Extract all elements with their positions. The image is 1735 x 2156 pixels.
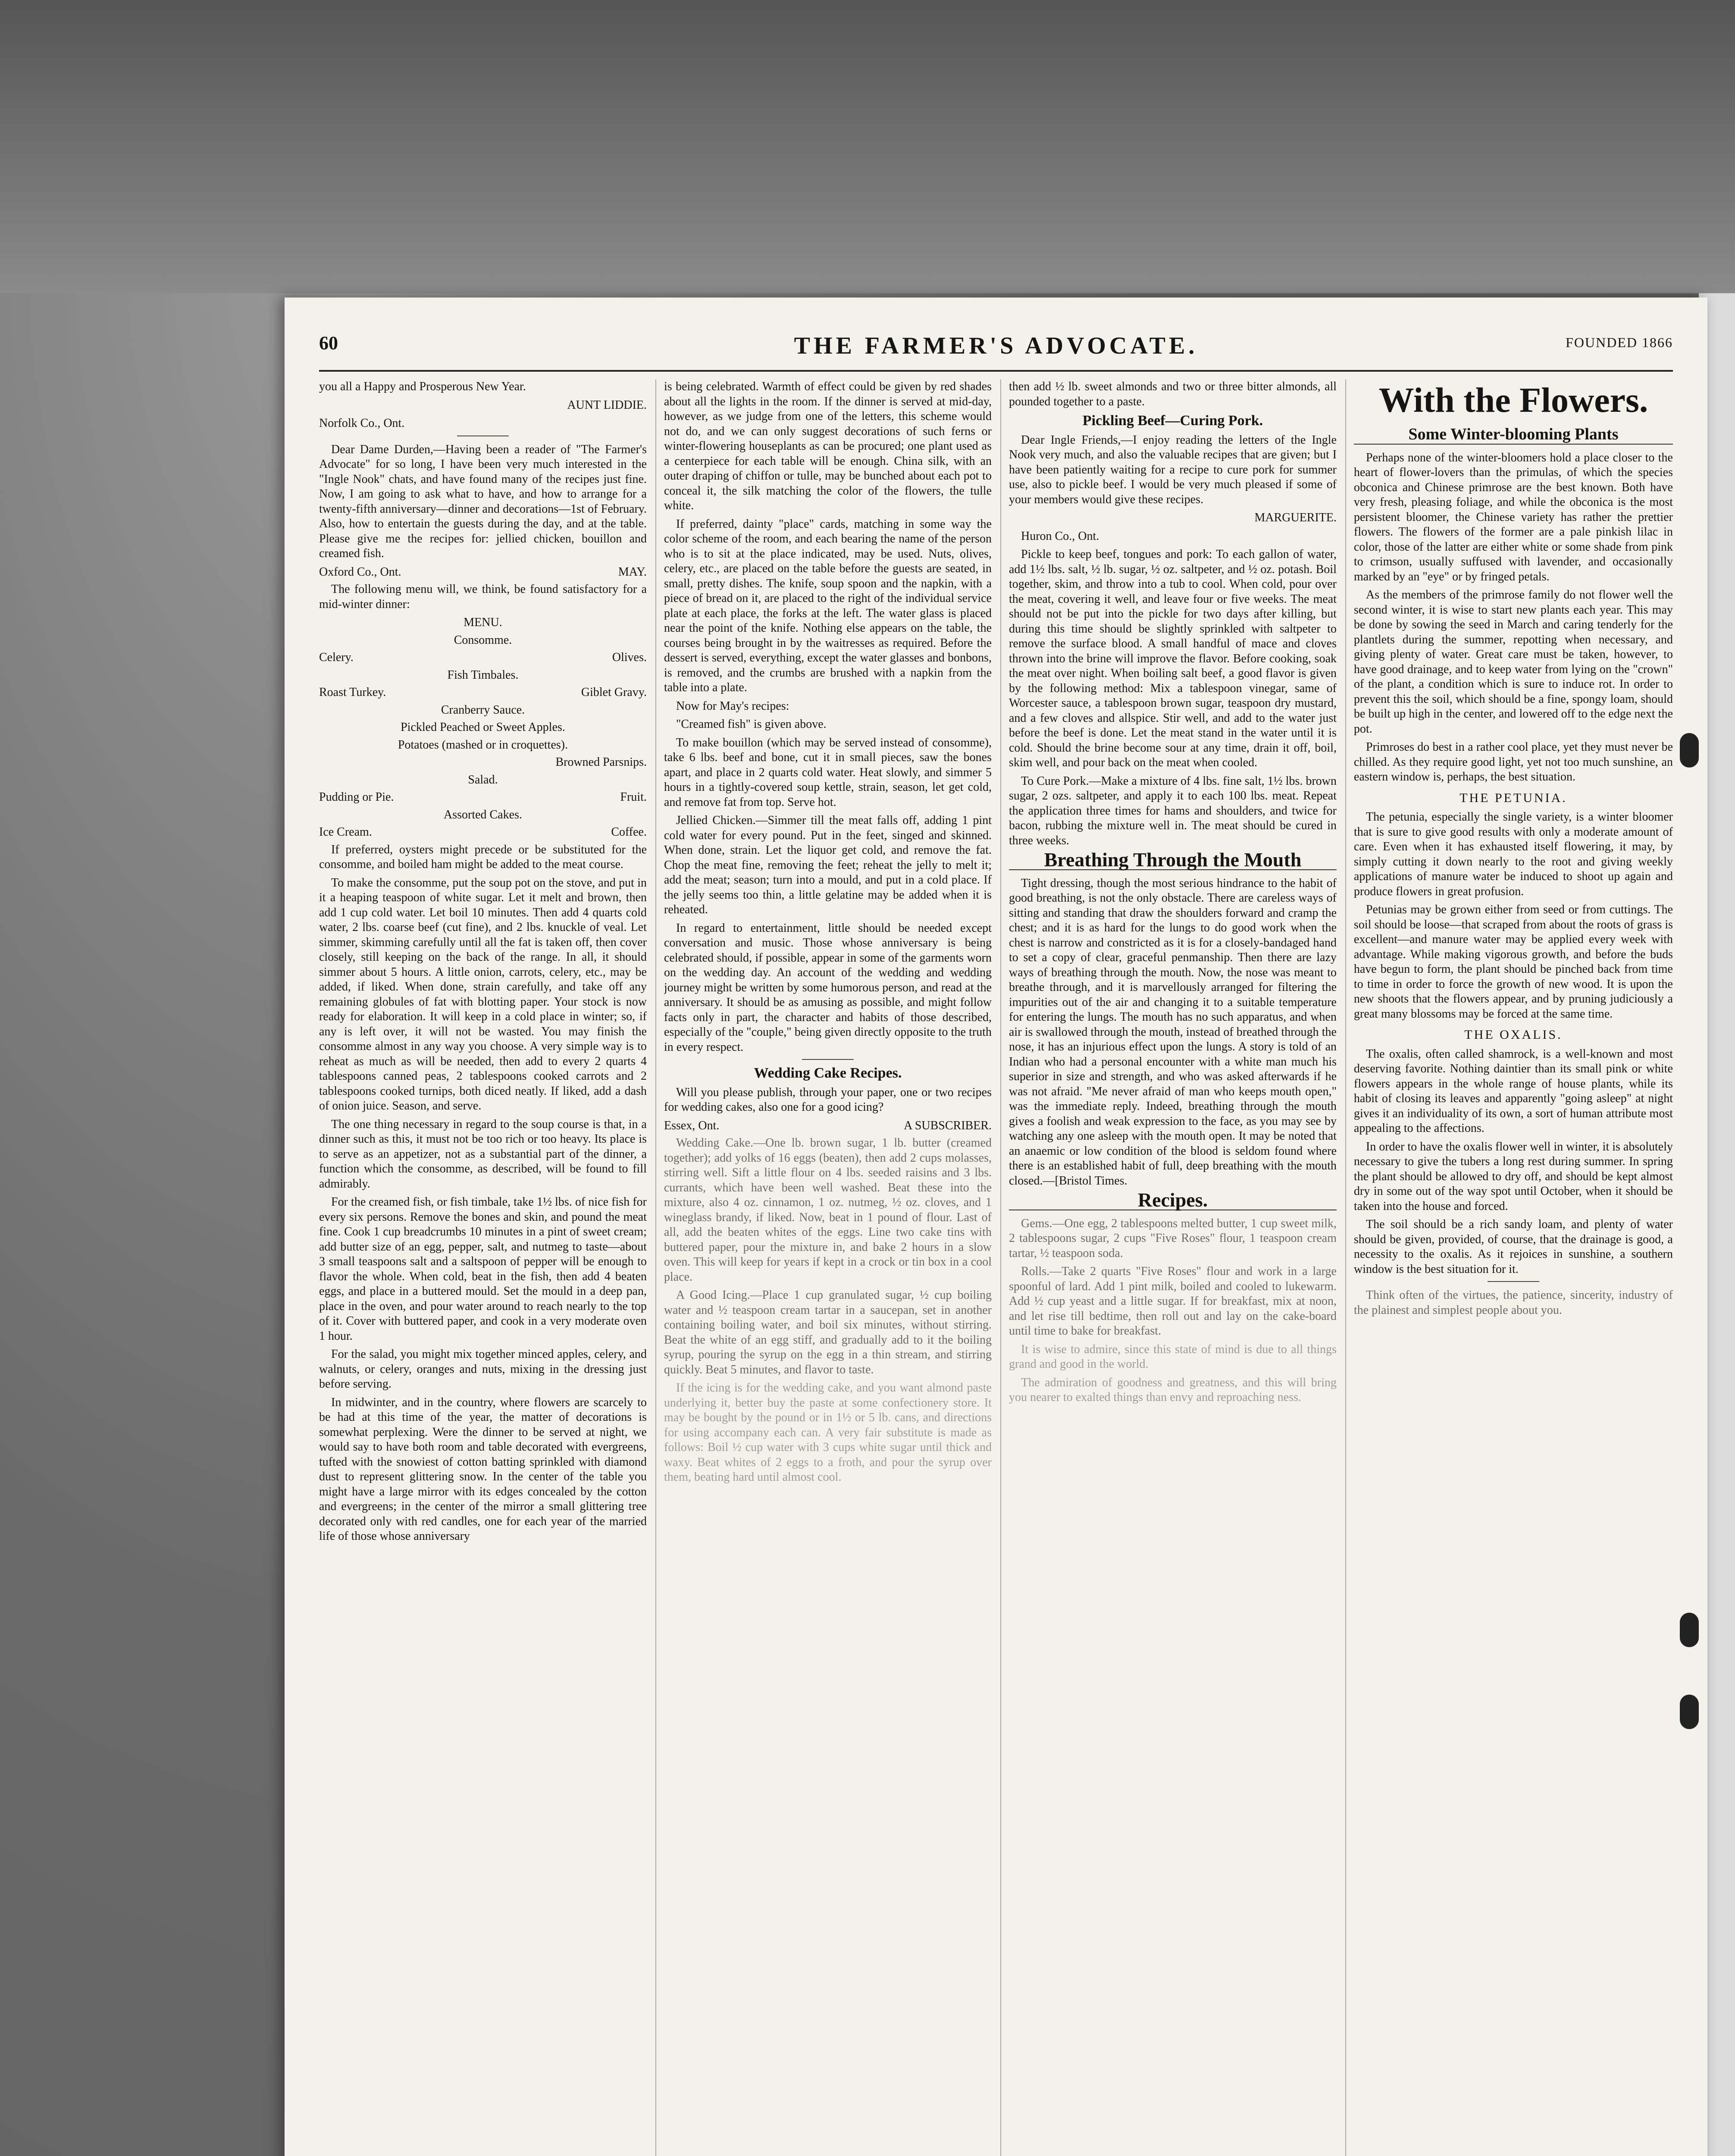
paragraph: The one thing necessary in regard to the soup course is that, in a dinner such as this, it must not be too rich or too heavy. Its place is to serve as an appetizer, not as a substantial part of the dinner, a function which the consomme, as described, will be found to fill admirably. xyxy=(319,1117,647,1191)
binding-hole xyxy=(1680,1613,1699,1647)
paragraph: Wedding Cake.—One lb. brown sugar, 1 lb. butter (creamed together); add yolks of 16 eggs (beaten), then add 2 cups molasses, stirring well. Sift a little flour on 4 lbs. seeded raisins and 3 lbs. currants, which have been well washed. Beat these into the mixture, also 4 oz. cinnamon, 1 oz. nutmeg, ½ oz. cloves, and 1 wineglass brandy, if liked. Now, beat in 1 pound of flour. Last of all, add the beaten whites of the eggs. Line two cake tins with buttered paper, pour the mixture in, and bake 2 hours in a slow oven. This will keep for years if kept in a crock or tin box in a cool place. xyxy=(664,1136,992,1284)
paragraph: Think often of the virtues, the patience, sincerity, industry of the plainest and simplest people about you. xyxy=(1354,1288,1673,1317)
menu-row xyxy=(319,685,647,700)
menu-item: Cranberry Sauce. xyxy=(441,703,525,717)
menu-item: Celery. xyxy=(319,651,354,664)
menu-title: MENU. xyxy=(464,616,502,629)
rule xyxy=(1488,1281,1539,1282)
paragraph: In midwinter, and in the country, where flowers are scarcely to be had at this time of the year, the matter of decorations is somewhat perplexing. Were the dinner to be served at night, we would say to have both room and table decorated with evergreens, tufted with the snowiest of cotton batting sprinkled with diamond dust to represent glittering snow. In the center of the table you might have a large mirror with its edges concealed by the cotton and evergreens; in the center of the mirror a small glittering tree decorated only with red candles, one for each year of the married life of those whose anniversary xyxy=(319,1395,647,1543)
paragraph: If the icing is for the wedding cake, and you want almond paste underlying it, better buy the paste at some confectionery store. It may be bought by the pound or in 1½ or 5 lb. cans, and directions for using accompany each can. A very fair substitute is made as follows: Boil ½ cup water with 3 cups white sugar until thick and waxy. Beat whites of 2 eggs to a froth, and pour the syrup over them, beating hard until almost cool. xyxy=(664,1381,992,1484)
menu-row xyxy=(319,790,647,805)
menu-row xyxy=(319,825,647,840)
paragraph: Perhaps none of the winter-bloomers hold a place closer to the heart of flower-lovers than the primulas, of which the species obconica and Chinese primrose are the best known. Both have very fresh, pleasing foliage, and while the obconica is the most persistent bloomer, the Chinese variety has rather the prettier flowers. The flowers of the former are a pale pinkish lilac in color, those of the latter are either white or some shade from pink to crimson, usually suffused with lavender, and occasionally marked by an "eye" or by fringed petals. xyxy=(1354,451,1673,583)
paragraph: For the creamed fish, or fish timbale, take 1½ lbs. of nice fish for every six persons. Remove the bones and skin, and pound the meat fine. Cook 1 cup breadcrumbs 10 minutes in a pint of sweet cream; add butter size of an egg, pepper, salt, and nutmeg to taste—about 3 small teaspoons salt and a saltspoon of pepper will be enough to flavor the whole. When cold, beat in the fish, then add 4 beaten eggs, and place in a buttered mould. Set the mould in a deep pan, place in the oven, and pour water around to reach nearly to the top of it. Cover with buttered paper, and cook in a very moderate oven 1 hour. xyxy=(319,1195,647,1343)
section-heading: THE PETUNIA. xyxy=(1459,790,1567,805)
section-heading: Some Winter-blooming Plants xyxy=(1354,427,1673,445)
paragraph: In order to have the oxalis flower well in winter, it is absolutely necessary to give the tubers a long rest during summer. In spring the plant should be allowed to dry off, and should be kept almost dry in some out of the way spot until October, when it should be taken into the house and forced. xyxy=(1354,1140,1673,1213)
column-divider xyxy=(1345,379,1346,2156)
location-signature-row xyxy=(664,1119,992,1134)
menu-item: Fruit. xyxy=(620,790,647,804)
column-divider xyxy=(655,379,656,2156)
menu-item: Roast Turkey. xyxy=(319,686,386,699)
paragraph: Rolls.—Take 2 quarts "Five Roses" flour and work in a large spoonful of lard. Add 1 pint milk, boiled and cooled to lukewarm. Add ½ cup yeast and a little sugar. If for breakfast, mix at noon, and let rise till bedtime, then roll out and lay on the cake-board until time to bake for breakfast. xyxy=(1009,1265,1337,1338)
menu-item: Pickled Peached or Sweet Apples. xyxy=(401,721,565,734)
paragraph: It is wise to admire, since this state of mind is due to all things grand and good in the world. xyxy=(1009,1342,1337,1371)
scan-top-band xyxy=(0,0,1735,293)
signature: MAY. xyxy=(618,565,647,579)
paragraph: "Creamed fish" is given above. xyxy=(676,718,827,731)
rule xyxy=(802,1059,854,1060)
department-title: With the Flowers. xyxy=(1378,380,1648,420)
column-4 xyxy=(1354,379,1673,2156)
paragraph: A Good Icing.—Place 1 cup granulated sugar, ½ cup boiling water and ½ teaspoon cream tartar in a saucepan, set in another containing boiling water, and boil six minutes, without stirring. Beat the white of an egg stiff, and gradually add to it the boiling syrup, pouring the syrup on the egg in a thin stream, and stirring quickly. Beat 5 minutes, and flavor to taste. xyxy=(664,1288,992,1376)
paragraph: Petunias may be grown either from seed or from cuttings. The soil should be loose—that scraped from about the roots of grass is excellent—and manure water may be applied every week with advantage. While making vigorous growth, and before the buds have begun to form, the plant should be pinched back from time to time in order to force the growth of new wood. It is upon the new shoots that the flowers appear, and by pruning judiciously a great many blossoms may be forced at the same time. xyxy=(1354,903,1673,1021)
menu-item: Fish Timbales. xyxy=(447,668,519,682)
paragraph: The following menu will, we think, be found satisfactory for a mid-winter dinner: xyxy=(319,583,647,611)
paragraph: Tight dressing, though the most serious hindrance to the habit of good breathing, is not the only obstacle. There are careless ways of sitting and standing that draw the shoulders forward and cramp the chest; and it is as hard for the lungs to do good work when the chest is narrow and constricted as it is for a closely-bandaged hand to set a copy of clear, graceful penmanship. Then there are lazy ways of breathing through the mouth. Now, the nose was meant to breathe through, and it is marvellously arranged for filtering the impurities out of the air and changing it to a suitable temperature for entering the lungs. The mouth has no such apparatus, and when air is swallowed through the mouth, instead of breathed through the nose, it has an injurious effect upon the lungs. A story is told of an Indian who had a personal encounter with a white man much his superior in size and strength, and who was asked afterwards if he was not afraid. "Me never afraid of man who keeps mouth open," was the immediate reply. Indeed, breathing through the mouth gives a foolish and weak expression to the face, as you may see by watching any one asleep with the mouth open. It may be noted that an anaemic or low condition of the blood is seldom found where there is an established habit of full, deep breathing with the mouth closed.—[Bristol Times. xyxy=(1009,876,1337,1188)
menu-item: Salad. xyxy=(468,773,498,787)
binding-hole xyxy=(1680,733,1699,768)
paragraph: Dear Dame Durden,—Having been a reader of "The Farmer's Advocate" for so long, I have been very much interested in the "Ingle Nook" chats, and have found many of the recipes just fine. Now, I am going to ask what to have, and how to arrange for a twenty-fifth anniversary—dinner and decorations—1st of February. Also, how to entertain the guests during the day, and at the table. Please give me the recipes for: jellied chicken, bouillon and creamed fish. xyxy=(319,442,647,560)
column-divider xyxy=(1000,379,1001,2156)
location: Oxford Co., Ont. xyxy=(319,565,401,579)
paragraph: The oxalis, often called shamrock, is a well-known and most deserving favorite. Nothing daintier than its small pink or white flowers appears in the whole range of house plants, while its habit of closing its leaves and apparently "going asleep" at night gives it an individuality of its own, a sort of human attribute most appealing to the affections. xyxy=(1354,1047,1673,1135)
menu-item: Consomme. xyxy=(454,633,512,647)
paragraph: you all a Happy and Prosperous New Year. xyxy=(319,380,526,393)
column-1 xyxy=(319,379,647,2156)
menu-item: Browned Parsnips. xyxy=(555,755,647,769)
menu-item: Potatoes (mashed or in croquettes). xyxy=(398,738,568,752)
signature: AUNT LIDDIE. xyxy=(567,398,647,412)
paragraph: If preferred, dainty "place" cards, matching in some way the color scheme of the room, and each bearing the name of the person who is to sit at the place indicated, may be used. Nuts, olives, celery, etc., are placed on the table before the guests are seated, in small, pretty dishes. The knife, soup spoon and the napkin, with a piece of bread on it, are placed to the right of the individual service plate at each place, the forks at the left. The water glass is placed near the point of the knife. Nothing else appears on the table, the courses being brought in by the waitresses as required. Before the dessert is served, everything, except the water glasses and bonbons, is removed, and the crumbs are brushed with a napkin from the table into a plate. xyxy=(664,517,992,694)
paragraph: Will you please publish, through your paper, one or two recipes for wedding cakes, also one for a good icing? xyxy=(664,1085,992,1114)
location: Norfolk Co., Ont. xyxy=(319,417,405,430)
paragraph: is being celebrated. Warmth of effect could be given by red shades about all the lights in the room. If the dinner is served at mid-day, however, as we judge from one of the letters, this scheme would not do, and we can only suggest decorations of such ferns or winter-flowering houseplants as can be procured; one plant used as a centerpiece for each table will be enough. China silk, with an outer draping of chiffon or tulle, may be bunched about each pot to conceal it, the silk matching the color of the flowers, the tulle white. xyxy=(664,380,992,512)
section-heading: Pickling Beef—Curing Pork. xyxy=(1082,413,1263,429)
menu-item: Olives. xyxy=(612,651,647,664)
binding-hole xyxy=(1680,1695,1699,1729)
paragraph: Now for May's recipes: xyxy=(676,699,789,713)
menu-item: Giblet Gravy. xyxy=(581,686,647,699)
masthead-title: THE FARMER'S ADVOCATE. xyxy=(794,332,1198,359)
column-3 xyxy=(1009,379,1337,2156)
paragraph: To make bouillon (which may be served instead of consomme), take 6 lbs. beef and bone, cut it in small pieces, saw the bones apart, and place in 2 quarts cold water. Heat slowly, and simmer 5 hours in a tightly-covered soup kettle, strain, season, let get cold, and remove fat from top. Serve hot. xyxy=(664,736,992,809)
section-heading: Wedding Cake Recipes. xyxy=(754,1065,902,1081)
menu-row xyxy=(319,650,647,665)
paragraph: In regard to entertainment, little should be needed except conversation and music. Those whose anniversary is being celebrated should, if possible, appear in some of the garments worn on the wedding day. An account of the wedding and wedding journey might be written by some humorous person, and read at the anniversary. It should be as amusing as possible, and might follow facts only in part, the character and habits of those described, especially of the "couple," being given directly opposite to the truth in every respect. xyxy=(664,921,992,1054)
page-number: 60 xyxy=(319,332,338,354)
page-header xyxy=(319,332,1673,367)
founded-note: FOUNDED 1866 xyxy=(1566,335,1673,350)
location: Essex, Ont. xyxy=(664,1119,720,1132)
paragraph: As the members of the primrose family do not flower well the second winter, it is wise to start new plants each year. This may be done by sowing the seed in March and caring tenderly for the plantlets during the summer, repotting when necessary, and giving plenty of water. Great care must be taken, however, to have good drainage, and to keep water from lying on the "crown" of the plant, a condition which is sure to induce rot. In order to prevent this the soil, which should be a fine, spongy loam, should be built up high in the center, and lowered off to the edge next the pot. xyxy=(1354,588,1673,736)
newspaper-page xyxy=(285,298,1707,2156)
paragraph: The soil should be a rich sandy loam, and plenty of water should be given, provided, of course, that the drainage is good, a necessity to the oxalis. As it rejoices in sunshine, a southern window is the best situation for it. xyxy=(1354,1218,1673,1276)
location-signature-row xyxy=(319,565,647,580)
location: Huron Co., Ont. xyxy=(1021,529,1099,543)
paragraph: then add ½ lb. sweet almonds and two or three bitter almonds, all pounded together to a paste. xyxy=(1009,380,1337,408)
paragraph: To make the consomme, put the soup pot on the stove, and put in it a heaping teaspoon of white sugar. Let it melt and brown, then add 1 cup cold water. Let boil 10 minutes. Then add 4 quarts cold water, 2 lbs. coarse beef (cut fine), and 2 lbs. knuckle of veal. Let simmer, skimming carefully until all the fat is taken off, then cover closely, still keeping on the back of the range. In all, it should simmer about 5 hours. A little onion, carrots, celery, etc., may be added, if liked. When done, strain carefully, and take off any remaining globules of fat with blotting paper. Your stock is now ready for elaboration. It will keep in a cold place in winter; so, if any is left over, it will not be wasted. You may finish the consomme almost in any way you choose. A very simple way is to reheat as much as will be needed, then add to every 2 quarts 4 tablespoons canned peas, 2 tablespoons cooked carrots and 2 tablespoons cooked turnips, both diced neatly. If liked, add a dash of onion juice. Season, and serve. xyxy=(319,876,647,1112)
paragraph: Gems.—One egg, 2 tablespoons melted butter, 1 cup sweet milk, 2 tablespoons sugar, 2 cups "Five Roses" flour, 1 teaspoon cream tartar, ½ teaspoon soda. xyxy=(1009,1216,1337,1260)
section-heading: THE OXALIS. xyxy=(1464,1028,1563,1042)
paragraph: For the salad, you might mix together minced apples, celery, and walnuts, or celery, oranges and nuts, mixing in the dressing just before serving. xyxy=(319,1348,647,1391)
paragraph: The petunia, especially the single variety, is a winter bloomer that is sure to give good results with only a moderate amount of care. Even when it has exhausted itself flowering, it may, by simply cutting it down nearly to the root and giving weekly applications of manure water be induced to shoot up again and produce flowers in great profusion. xyxy=(1354,810,1673,898)
column-2 xyxy=(664,379,992,2156)
paragraph: Primroses do best in a rather cool place, yet they must never be chilled. As they require good light, yet not too much sunshine, an eastern window is, perhaps, the best situation. xyxy=(1354,740,1673,783)
section-heading: Breathing Through the Mouth xyxy=(1009,852,1337,870)
paragraph: To Cure Pork.—Make a mixture of 4 lbs. fine salt, 1½ lbs. brown sugar, 2 ozs. saltpeter, and apply it to each 100 lbs. meat. Repeat the application three times for hams and shoulders, and twice for bacon, rubbing the mixture well in. The meat should be cured in three weeks. xyxy=(1009,774,1337,847)
menu-item: Pudding or Pie. xyxy=(319,790,394,804)
header-rule xyxy=(319,370,1673,372)
paragraph: Pickle to keep beef, tongues and pork: To each gallon of water, add 1½ lbs. salt, ½ lb. sugar, ½ oz. saltpeter, and ½ oz. potash. Boil together, skim, and throw into a tub to cool. When cold, pour over the meat, covering it well, and leave four or five weeks. The meat should not be put into the pickle for two days after killing, but during this time should be slightly sprinkled with saltpeter to remove the surface blood. A small handful of mace and cloves thrown into the brine will improve the flavor. Before cooking, soak the meat over night. When boiling salt beef, a good flavor is given by the following method: Mix a tablespoon vinegar, same of Worcester sauce, a tablespoon brown sugar, teaspoon dry mustard, and a few cloves and allspice. Stir well, and add to the water just before the beef is done. Let the meat stand in the water until it is cold. Should the brine become sour at any time, drain it off, boil, skim well, and pour back on the meat when cooled. xyxy=(1009,548,1337,769)
paragraph: Jellied Chicken.—Simmer till the meat falls off, adding 1 pint cold water for every pound. Put in the feet, singed and skinned. When done, strain. Let the liquor get cold, and remove the fat. Chop the meat fine, removing the feet; reheat the jelly to melt it; add the meat; season; turn into a mould, and put in a cold place. If the jelly seems too thin, a little gelatine may be added when it is reheated. xyxy=(664,814,992,916)
signature: MARGUERITE. xyxy=(1254,511,1337,524)
signature: A SUBSCRIBER. xyxy=(904,1119,992,1132)
menu-item: Ice Cream. xyxy=(319,825,372,839)
paragraph: Dear Ingle Friends,—I enjoy reading the letters of the Ingle Nook very much, and also the valuable recipes that are given; but I have been patiently waiting for a recipe to cure pork for summer use, also to pickle beef. I would be very much pleased if some of your members would give these recipes. xyxy=(1009,433,1337,506)
menu-item: Coffee. xyxy=(611,825,647,839)
paragraph: If preferred, oysters might precede or be substituted for the consomme, and boiled ham might be added to the meat course. xyxy=(319,843,647,871)
section-heading: Recipes. xyxy=(1009,1193,1337,1210)
menu-item: Assorted Cakes. xyxy=(444,808,522,821)
paragraph: The admiration of goodness and greatness, and this will bring you nearer to exalted things than envy and reproaching ness. xyxy=(1009,1376,1337,1404)
